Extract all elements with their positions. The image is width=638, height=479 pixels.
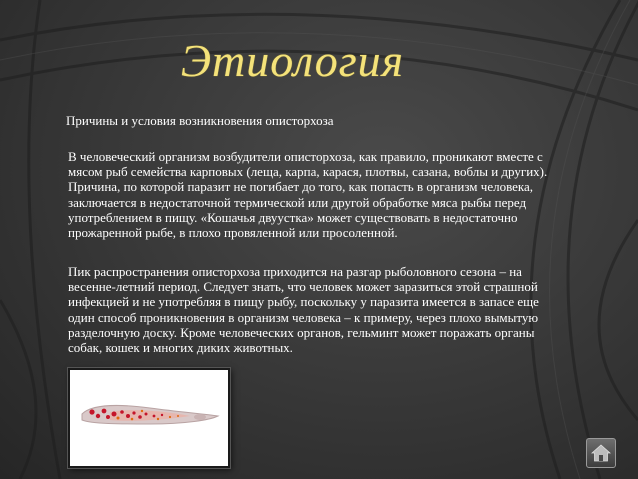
fluke-illustration <box>70 370 228 466</box>
home-button[interactable] <box>586 438 616 468</box>
slide-title: Этиология <box>180 35 405 86</box>
paragraph-2: Пик распространения описторхоза приходится на разгар рыболовного сезона – на весенне-летний период. Следует знать, что человек может заразиться этой страшной инфекцией и не употребляя в пищу рыбу, поскольку у паразита имеется в запасе еще один способ проникновения в организм человека – к примеру, через плохо вымытую разделочную доску. Кроме человеческих органов, гельминт может поражать органы собак, кошек и многих диких животных. <box>68 264 539 356</box>
fluke-photo <box>68 368 230 468</box>
paragraph-1: В человеческий организм возбудители описторхоза, как правило, проникают вместе с мясом рыб семейства карповых (леща, карпа, карася, плотвы, сазана, воблы и других). Причина, по которой паразит не погибает до того, как попасть в организм человека, заключается в недостаточной термической или другой обработке мяса рыбы перед употреблением в пищу. «Кошачья двуустка» может существовать в недостаточно прожаренной рыбе, в плохо провяленной или просоленной. <box>68 149 548 241</box>
home-icon <box>591 444 611 462</box>
slide-subtitle: Причины и условия возникновения описторхоза <box>66 113 334 128</box>
